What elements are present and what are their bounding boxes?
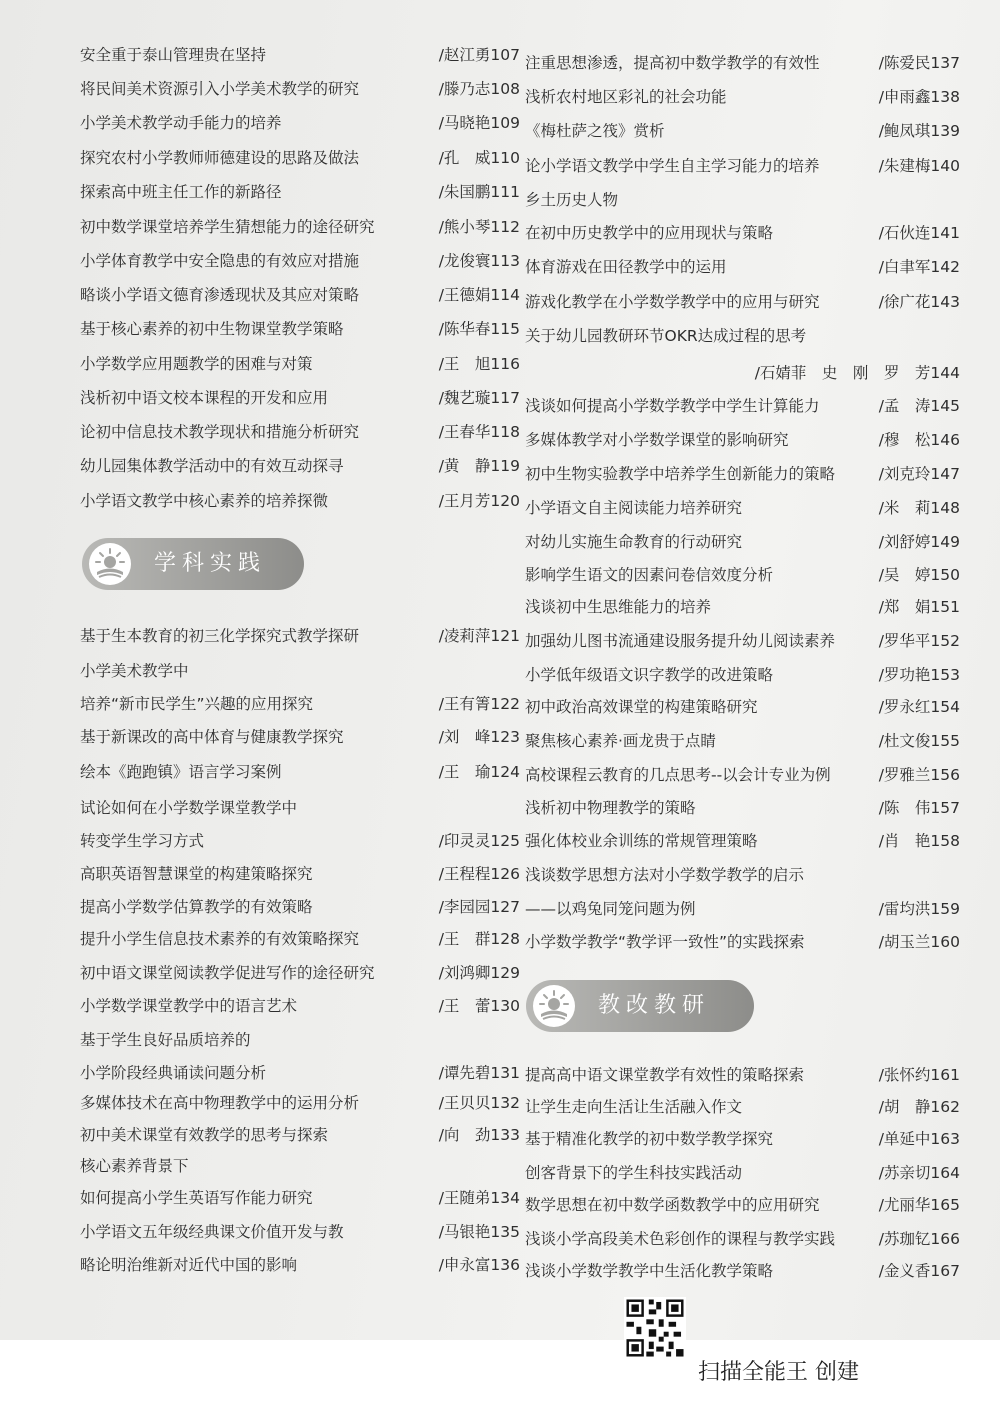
- author-page: /凌莉萍121: [438, 627, 520, 645]
- author-page: /杜文俊155: [878, 732, 960, 750]
- toc-entry: [525, 425, 960, 455]
- author-page: /刘舒婷149: [878, 533, 960, 551]
- article-title: 小学数学课堂教学中的语言艺术: [80, 997, 298, 1015]
- toc-entry: [80, 349, 520, 379]
- toc-entry: [525, 151, 960, 181]
- toc-entry: [80, 621, 520, 651]
- author-page: /白聿军142: [878, 258, 960, 276]
- author-page: /胡 静162: [878, 1098, 960, 1116]
- toc-entry: [80, 451, 520, 481]
- article-title: 小学数学教学“教学评一致性”的实践探索: [525, 933, 805, 951]
- article-title: 初中语文课堂阅读教学促进写作的途径研究: [80, 964, 375, 982]
- author-page: /王 瑜124: [438, 763, 520, 781]
- author-page: /马银艳135: [438, 1223, 520, 1241]
- author-page: /王春华118: [438, 423, 520, 441]
- author-page: /熊小琴112: [438, 218, 520, 236]
- author-page: /陈华春115: [438, 320, 520, 338]
- toc-entry: [525, 1060, 960, 1090]
- author-page: /刘 峰123: [438, 728, 520, 746]
- author-page: /单延中163: [878, 1130, 960, 1148]
- toc-entry: [525, 185, 960, 215]
- article-title: 基于精准化教学的初中数学教学探究: [525, 1130, 774, 1148]
- toc-entry: [525, 48, 960, 78]
- article-title: 多媒体技术在高中物理教学中的运用分析: [80, 1094, 360, 1112]
- author-page: /滕乃志108: [438, 80, 520, 98]
- sun-book-icon: [88, 542, 132, 586]
- article-title: 小学数学应用题教学的困难与对策: [80, 355, 313, 373]
- author-page: /龙俊寰113: [438, 252, 520, 270]
- toc-entry: [525, 592, 960, 622]
- article-title: 《梅杜萨之筏》赏析: [525, 122, 665, 140]
- author-page: /徐广花143: [878, 293, 960, 311]
- toc-entry: [525, 527, 960, 557]
- toc-entry: [525, 358, 960, 388]
- toc-entry: [80, 656, 520, 686]
- article-title: 影响学生语文的因素问卷信效度分析: [525, 566, 774, 584]
- toc-entry: [80, 246, 520, 276]
- section-banner-reform: [526, 980, 754, 1032]
- author-page: /苏亲切164: [878, 1164, 960, 1182]
- article-title: 高职英语智慧课堂的构建策略探究: [80, 865, 313, 883]
- author-page: /肖 艳158: [878, 832, 960, 850]
- article-title: 让学生走向生活让生活融入作文: [525, 1098, 743, 1116]
- article-title: 聚焦核心素养·画龙贵于点睛: [525, 732, 716, 750]
- author-page: /张怀约161: [878, 1066, 960, 1084]
- toc-entry: [525, 252, 960, 282]
- toc-entry: [525, 1224, 960, 1254]
- author-page: /向 劲133: [438, 1126, 520, 1144]
- author-page: /刘鸿卿129: [438, 964, 520, 982]
- article-title: 浅谈如何提高小学数学教学中学生计算能力: [525, 397, 820, 415]
- author-page: /吴 婷150: [878, 566, 960, 584]
- author-page: /罗功艳153: [878, 666, 960, 684]
- article-title: 初中数学课堂培养学生猜想能力的途径研究: [80, 218, 375, 236]
- author-page: /王 群128: [438, 930, 520, 948]
- toc-entry: [525, 760, 960, 790]
- article-title: 小学语文自主阅读能力培养研究: [525, 499, 743, 517]
- toc-entry: [525, 860, 960, 890]
- article-title: 多媒体教学对小学数学课堂的影响研究: [525, 431, 789, 449]
- toc-entry: [80, 991, 520, 1021]
- toc-entry: [80, 74, 520, 104]
- author-page: /穆 松146: [878, 431, 960, 449]
- author-page: /印灵灵125: [438, 832, 520, 850]
- article-title: 小学语文五年级经典课文价值开发与教: [80, 1223, 344, 1241]
- article-title: 体育游戏在田径教学中的运用: [525, 258, 727, 276]
- toc-entry: [80, 40, 520, 70]
- article-title: 略论明治维新对近代中国的影响: [80, 1256, 298, 1274]
- author-page: /王贝贝132: [438, 1094, 520, 1112]
- article-title: 小学美术教学动手能力的培养: [80, 114, 282, 132]
- author-page: /陈爱民137: [878, 54, 960, 72]
- article-title: 绘本《跑跑镇》语言学习案例: [80, 763, 282, 781]
- toc-entry: [80, 280, 520, 310]
- toc-entry: [525, 626, 960, 656]
- article-title: 提升小学生信息技术素养的有效策略探究: [80, 930, 360, 948]
- toc-entry: [525, 116, 960, 146]
- toc-entry: [525, 1158, 960, 1188]
- article-title: 探究农村小学教师师德建设的思路及做法: [80, 149, 360, 167]
- article-title: 基于新课改的高中体育与健康教学探究: [80, 728, 344, 746]
- author-page: /孔 威110: [438, 149, 520, 167]
- author-page: /金义香167: [878, 1262, 960, 1280]
- toc-entry: [80, 1151, 520, 1181]
- toc-entry: [80, 793, 520, 823]
- author-page: /王 蕾130: [438, 997, 520, 1015]
- toc-entry: [80, 1025, 520, 1055]
- toc-entry: [525, 1124, 960, 1154]
- toc-entry: [80, 757, 520, 787]
- toc-entry: [525, 1190, 960, 1220]
- toc-entry: [80, 314, 520, 344]
- sun-book-icon: [532, 984, 576, 1028]
- toc-entry: [525, 826, 960, 856]
- article-title: 初中美术课堂有效教学的思考与探索: [80, 1126, 329, 1144]
- author-page: /黄 静119: [438, 457, 520, 475]
- article-title: 注重思想渗透，提高初中数学教学的有效性: [525, 54, 820, 72]
- author-page: /胡玉兰160: [878, 933, 960, 951]
- author-page: /陈 伟157: [878, 799, 960, 817]
- article-title: 基于学生良好品质培养的: [80, 1031, 251, 1049]
- author-page: /魏艺璇117: [438, 389, 520, 407]
- article-title: 论小学语文教学中学生自主学习能力的培养: [525, 157, 820, 175]
- article-title: 浅谈小学数学教学中生活化教学策略: [525, 1262, 774, 1280]
- article-title: 提高高中语文课堂教学有效性的策略探索: [525, 1066, 805, 1084]
- toc-entry: [80, 722, 520, 752]
- toc-entry: [525, 391, 960, 421]
- toc-entry: [525, 459, 960, 489]
- toc-entry: [525, 82, 960, 112]
- toc-entry: [525, 1256, 960, 1286]
- toc-entry: [80, 1183, 520, 1213]
- toc-entry: [80, 383, 520, 413]
- author-page: /郑 娟151: [878, 598, 960, 616]
- article-title: 小学语文教学中核心素养的培养探微: [80, 492, 329, 510]
- toc-entry: [525, 793, 960, 823]
- author-page: /王月芳120: [438, 492, 520, 510]
- author-page: /罗永红154: [878, 698, 960, 716]
- toc-entry: [80, 958, 520, 988]
- article-title: 关于幼儿园教研环节OKR达成过程的思考: [525, 327, 807, 345]
- toc-entry: [525, 1092, 960, 1122]
- article-title: 浅谈初中生思维能力的培养: [525, 598, 712, 616]
- author-page: /王 旭116: [438, 355, 520, 373]
- article-title: 在初中历史教学中的应用现状与策略: [525, 224, 774, 242]
- article-title: 对幼儿实施生命教育的行动研究: [525, 533, 743, 551]
- article-title: 浅析农村地区彩礼的社会功能: [525, 88, 727, 106]
- article-title: 乡土历史人物: [525, 191, 619, 209]
- toc-entry: [80, 486, 520, 516]
- article-title: 浅析初中物理教学的策略: [525, 799, 696, 817]
- toc-entry: [80, 1250, 520, 1280]
- article-title: 论初中信息技术教学现状和措施分析研究: [80, 423, 360, 441]
- author-page: /刘克玲147: [878, 465, 960, 483]
- toc-entry: [525, 493, 960, 523]
- article-title: 探索高中班主任工作的新路径: [80, 183, 282, 201]
- toc-entry: [80, 177, 520, 207]
- article-title: 浅析初中语文校本课程的开发和应用: [80, 389, 329, 407]
- toc-entry: [80, 417, 520, 447]
- author-page: /朱建梅140: [878, 157, 960, 175]
- article-title: 小学低年级语文识字教学的改进策略: [525, 666, 774, 684]
- toc-entry: [80, 826, 520, 856]
- article-title: 数学思想在初中数学函数教学中的应用研究: [525, 1196, 820, 1214]
- article-title: 浅谈数学思想方法对小学数学教学的启示: [525, 866, 805, 884]
- article-title: 基于核心素养的初中生物课堂教学策略: [80, 320, 344, 338]
- article-title: 如何提高小学生英语写作能力研究: [80, 1189, 313, 1207]
- toc-entry: [80, 924, 520, 954]
- article-title: ——以鸡兔同笼问题为例: [525, 900, 696, 918]
- toc-entry: [80, 859, 520, 889]
- toc-entry: [525, 321, 960, 351]
- article-title: 高校课程云教育的几点思考--以会计专业为例: [525, 766, 831, 784]
- toc-entry: [80, 1120, 520, 1150]
- author-page: /赵江勇107: [438, 46, 520, 64]
- toc-entry: [525, 726, 960, 756]
- author-page: /王有箐122: [438, 695, 520, 713]
- article-title: 幼儿园集体教学活动中的有效互动探寻: [80, 457, 344, 475]
- toc-entry: [80, 1217, 520, 1247]
- article-title: 游戏化教学在小学数学教学中的应用与研究: [525, 293, 820, 311]
- section-title-practice: 学科实践: [154, 551, 267, 576]
- article-title: 培养“新市民学生”兴趣的应用探究: [80, 695, 314, 713]
- article-title: 安全重于泰山管理贵在坚持: [80, 46, 267, 64]
- article-title: 试论如何在小学数学课堂教学中: [80, 799, 298, 817]
- toc-entry: [80, 1088, 520, 1118]
- author-page: /石伙连141: [878, 224, 960, 242]
- article-title: 创客背景下的学生科技实践活动: [525, 1164, 743, 1182]
- author-page: /米 莉148: [878, 499, 960, 517]
- article-title: 核心素养背景下: [80, 1157, 189, 1175]
- article-title: 转变学生学习方式: [80, 832, 205, 850]
- article-title: 小学美术教学中: [80, 662, 189, 680]
- author-page: /朱国鹏111: [438, 183, 520, 201]
- toc-entry: [525, 660, 960, 690]
- toc-entry: [80, 143, 520, 173]
- toc-entry: [525, 692, 960, 722]
- author-page: /罗华平152: [878, 632, 960, 650]
- section-title-reform: 教改教研: [598, 993, 711, 1018]
- author-page: /申雨鑫138: [878, 88, 960, 106]
- author-page: /鲍凤琪139: [878, 122, 960, 140]
- author-page: /尤丽华165: [878, 1196, 960, 1214]
- article-title: 小学阶段经典诵读问题分析: [80, 1064, 267, 1082]
- article-title: 强化体校业余训练的常规管理策略: [525, 832, 758, 850]
- author-page: /谭先碧131: [438, 1064, 520, 1082]
- section-banner-practice: [82, 538, 304, 590]
- article-title: 略谈小学语文德育渗透现状及其应对策略: [80, 286, 360, 304]
- author-page: /罗雅兰156: [878, 766, 960, 784]
- article-title: 小学体育教学中安全隐患的有效应对措施: [80, 252, 360, 270]
- author-page: /石婧菲 史 刚 罗 芳144: [754, 364, 960, 382]
- article-title: 提高小学数学估算教学的有效策略: [80, 898, 313, 916]
- article-title: 基于生本教育的初三化学探究式教学探研: [80, 627, 360, 645]
- article-title: 将民间美术资源引入小学美术教学的研究: [80, 80, 360, 98]
- author-page: /雷均洪159: [878, 900, 960, 918]
- article-title: 浅谈小学高段美术色彩创作的课程与教学实践: [525, 1230, 836, 1248]
- toc-entry: [525, 927, 960, 957]
- toc-entry: [80, 892, 520, 922]
- author-page: /王德娟114: [438, 286, 520, 304]
- author-page: /李园园127: [438, 898, 520, 916]
- author-page: /孟 涛145: [878, 397, 960, 415]
- toc-entry: [80, 212, 520, 242]
- scanner-watermark-text: 扫描全能王 创建: [698, 1360, 859, 1385]
- toc-entry: [80, 108, 520, 138]
- toc-entry: [525, 287, 960, 317]
- author-page: /苏珈钇166: [878, 1230, 960, 1248]
- toc-entry: [525, 218, 960, 248]
- qr-code-icon: [624, 1297, 686, 1359]
- toc-entry: [80, 1058, 520, 1088]
- article-title: 加强幼儿图书流通建设服务提升幼儿阅读素养: [525, 632, 836, 650]
- toc-entry: [80, 689, 520, 719]
- author-page: /马晓艳109: [438, 114, 520, 132]
- article-title: 初中生物实验教学中培养学生创新能力的策略: [525, 465, 836, 483]
- toc-entry: [525, 894, 960, 924]
- author-page: /王程程126: [438, 865, 520, 883]
- author-page: /申永富136: [438, 1256, 520, 1274]
- author-page: /王随弟134: [438, 1189, 520, 1207]
- toc-entry: [525, 560, 960, 590]
- article-title: 初中政治高效课堂的构建策略研究: [525, 698, 758, 716]
